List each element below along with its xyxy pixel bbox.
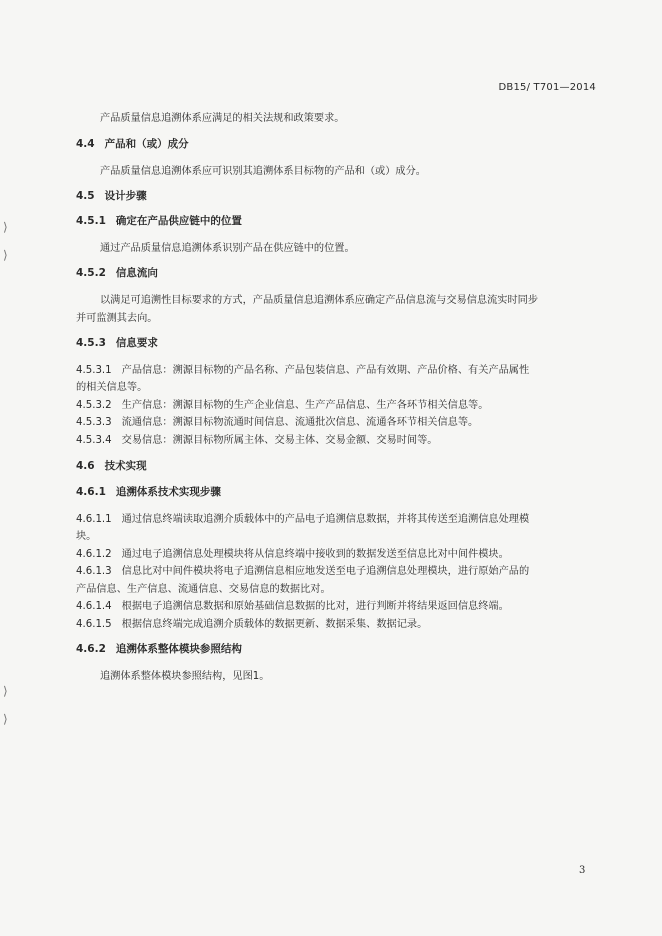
paragraph-line: 的相关信息等。 xyxy=(76,382,148,393)
clause-4-5-3-4: 4.5.3.4 交易信息：溯源目标物所属主体、交易主体、交易金额、交易时间等。 xyxy=(76,435,438,446)
clause-4-6-1-3: 4.6.1.3 信息比对中间件模块将电子追溯信息相应地发送至电子追溯信息处理模块，进行原始产品的 xyxy=(76,566,530,577)
paragraph-line: 通过产品质量信息追溯体系识别产品在供应链中的位置。 xyxy=(100,243,355,254)
page-number: 3 xyxy=(579,865,586,876)
binding-mark-icon: ⟩ xyxy=(3,684,8,698)
binding-mark-icon: ⟩ xyxy=(3,220,8,234)
clause-4-6-1-2: 4.6.1.2 通过电子追溯信息处理模块将从信息终端中接收到的数据发送至信息比对中间件模块。 xyxy=(76,549,509,560)
section-heading-4-5-2: 4.5.2 信息流向 xyxy=(76,267,158,279)
section-heading-4-5-1: 4.5.1 确定在产品供应链中的位置 xyxy=(76,215,242,227)
binding-mark-icon: ⟩ xyxy=(3,712,8,726)
binding-mark-icon: ⟩ xyxy=(3,248,8,262)
paragraph-line: 追溯体系整体模块参照结构，见图1。 xyxy=(100,671,270,682)
paragraph-line: 产品质量信息追溯体系应可识别其追溯体系目标物的产品和（或）成分。 xyxy=(100,166,426,177)
paragraph-line: 产品质量信息追溯体系应满足的相关法规和政策要求。 xyxy=(100,113,345,124)
section-heading-4-6: 4.6 技术实现 xyxy=(76,460,147,472)
clause-4-6-1-4: 4.6.1.4 根据电子追溯信息数据和原始基础信息数据的比对，进行判断并将结果返回信息终端。 xyxy=(76,601,509,612)
clause-4-5-3-2: 4.5.3.2 生产信息：溯源目标物的生产企业信息、生产产品信息、生产各环节相关信息等。 xyxy=(76,400,489,411)
section-heading-4-6-1: 4.6.1 追溯体系技术实现步骤 xyxy=(76,486,221,498)
paragraph-line: 产品信息、生产信息、流通信息、交易信息的数据比对。 xyxy=(76,584,331,595)
section-heading-4-6-2: 4.6.2 追溯体系整体模块参照结构 xyxy=(76,643,242,655)
section-heading-4-5: 4.5 设计步骤 xyxy=(76,190,147,202)
paragraph-line: 并可监测其去向。 xyxy=(76,313,158,324)
section-heading-4-4: 4.4 产品和（或）成分 xyxy=(76,138,189,150)
section-heading-4-5-3: 4.5.3 信息要求 xyxy=(76,337,158,349)
document-number-header: DB15/ T701—2014 xyxy=(498,82,596,93)
clause-4-6-1-1: 4.6.1.1 通过信息终端读取追溯介质载体中的产品电子追溯信息数据，并将其传送至追溯信息处理模 xyxy=(76,514,530,525)
clause-4-5-3-1: 4.5.3.1 产品信息：溯源目标物的产品名称、产品包装信息、产品有效期、产品价格、有关产品属性 xyxy=(76,365,530,376)
clause-4-5-3-3: 4.5.3.3 流通信息：溯源目标物流通时间信息、流通批次信息、流通各环节相关信息等。 xyxy=(76,417,479,428)
paragraph-line: 块。 xyxy=(76,531,97,542)
paragraph-line: 以满足可追溯性目标要求的方式，产品质量信息追溯体系应确定产品信息流与交易信息流实时同步 xyxy=(100,295,539,306)
clause-4-6-1-5: 4.6.1.5 根据信息终端完成追溯介质载体的数据更新、数据采集、数据记录。 xyxy=(76,619,428,630)
